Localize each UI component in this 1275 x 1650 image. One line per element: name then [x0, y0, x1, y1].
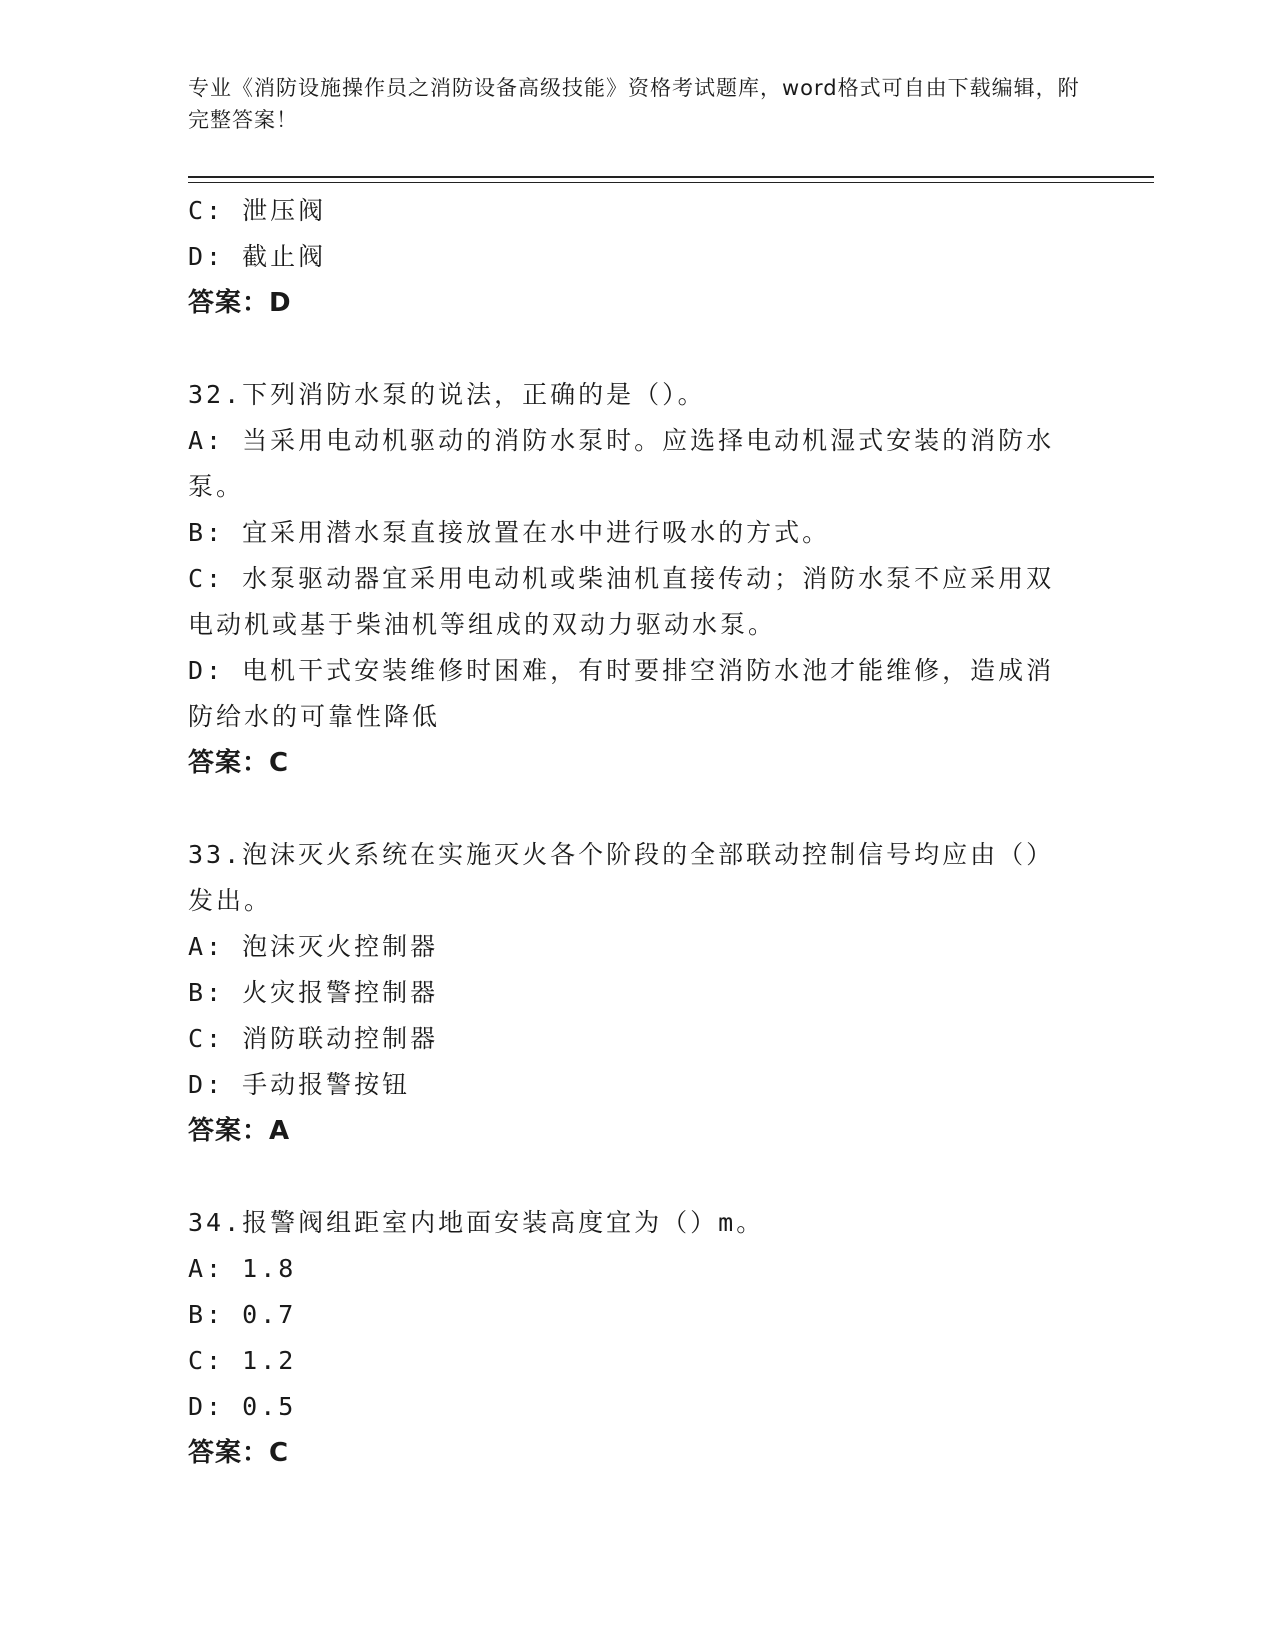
- spacer: [188, 326, 1068, 372]
- answer-value: D: [269, 288, 292, 318]
- answer-label: 答案：: [188, 748, 270, 778]
- question-stem: 32.下列消防水泵的说法，正确的是（）。: [188, 380, 706, 409]
- answer-value: C: [269, 1438, 290, 1468]
- question-block-34: [188, 1200, 1068, 1476]
- answer-line: [188, 1108, 1068, 1154]
- page-header: 专业《消防设施操作员之消防设备高级技能》资格考试题库，word格式可自由下载编辑，附完整答案！: [188, 76, 1080, 132]
- answer-label: 答案：: [188, 288, 270, 318]
- option-c: C: 1.2: [188, 1346, 297, 1375]
- question-block-32: [188, 372, 1068, 786]
- answer-line: [188, 1430, 1068, 1476]
- header-rule: [188, 176, 1154, 178]
- spacer: [188, 786, 1068, 832]
- answer-label: 答案：: [188, 1438, 270, 1468]
- option-c: C: 泄压阀: [188, 196, 327, 225]
- option-c: C: 消防联动控制器: [188, 1024, 439, 1053]
- answer-value: C: [269, 748, 290, 778]
- option-d: D: 截止阀: [188, 242, 327, 271]
- option-d: D: 0.5: [188, 1392, 297, 1421]
- answer-line: [188, 740, 1068, 786]
- answer-label: 答案：: [188, 1116, 270, 1146]
- header-rule-thin: [188, 182, 1154, 183]
- spacer: [188, 1154, 1068, 1200]
- option-a: A: 当采用电动机驱动的消防水泵时。应选择电动机湿式安装的消防水泵。: [188, 426, 1055, 501]
- option-b: B: 0.7: [188, 1300, 297, 1329]
- option-a: A: 泡沫灭火控制器: [188, 932, 439, 961]
- option-d: D: 电机干式安装维修时困难，有时要排空消防水池才能维修，造成消防给水的可靠性降低: [188, 656, 1055, 731]
- option-b: B: 宜采用潜水泵直接放置在水中进行吸水的方式。: [188, 518, 831, 547]
- question-block-33: [188, 832, 1068, 1154]
- option-a: A: 1.8: [188, 1254, 297, 1283]
- option-d: D: 手动报警按钮: [188, 1070, 411, 1099]
- option-c: C: 水泵驱动器宜采用电动机或柴油机直接传动；消防水泵不应采用双电动机或基于柴油机等组成的双动力驱动水泵。: [188, 564, 1055, 639]
- answer-line: [188, 280, 1068, 326]
- answer-value: A: [269, 1116, 291, 1146]
- question-content: [188, 188, 1068, 1476]
- question-stem: 34.报警阀组距室内地面安装高度宜为（）m。: [188, 1208, 765, 1237]
- question-stem: 33.泡沫灭火系统在实施灭火各个阶段的全部联动控制信号均应由（）发出。: [188, 840, 1055, 915]
- option-b: B: 火灾报警控制器: [188, 978, 439, 1007]
- prev-question-block: [188, 188, 1068, 326]
